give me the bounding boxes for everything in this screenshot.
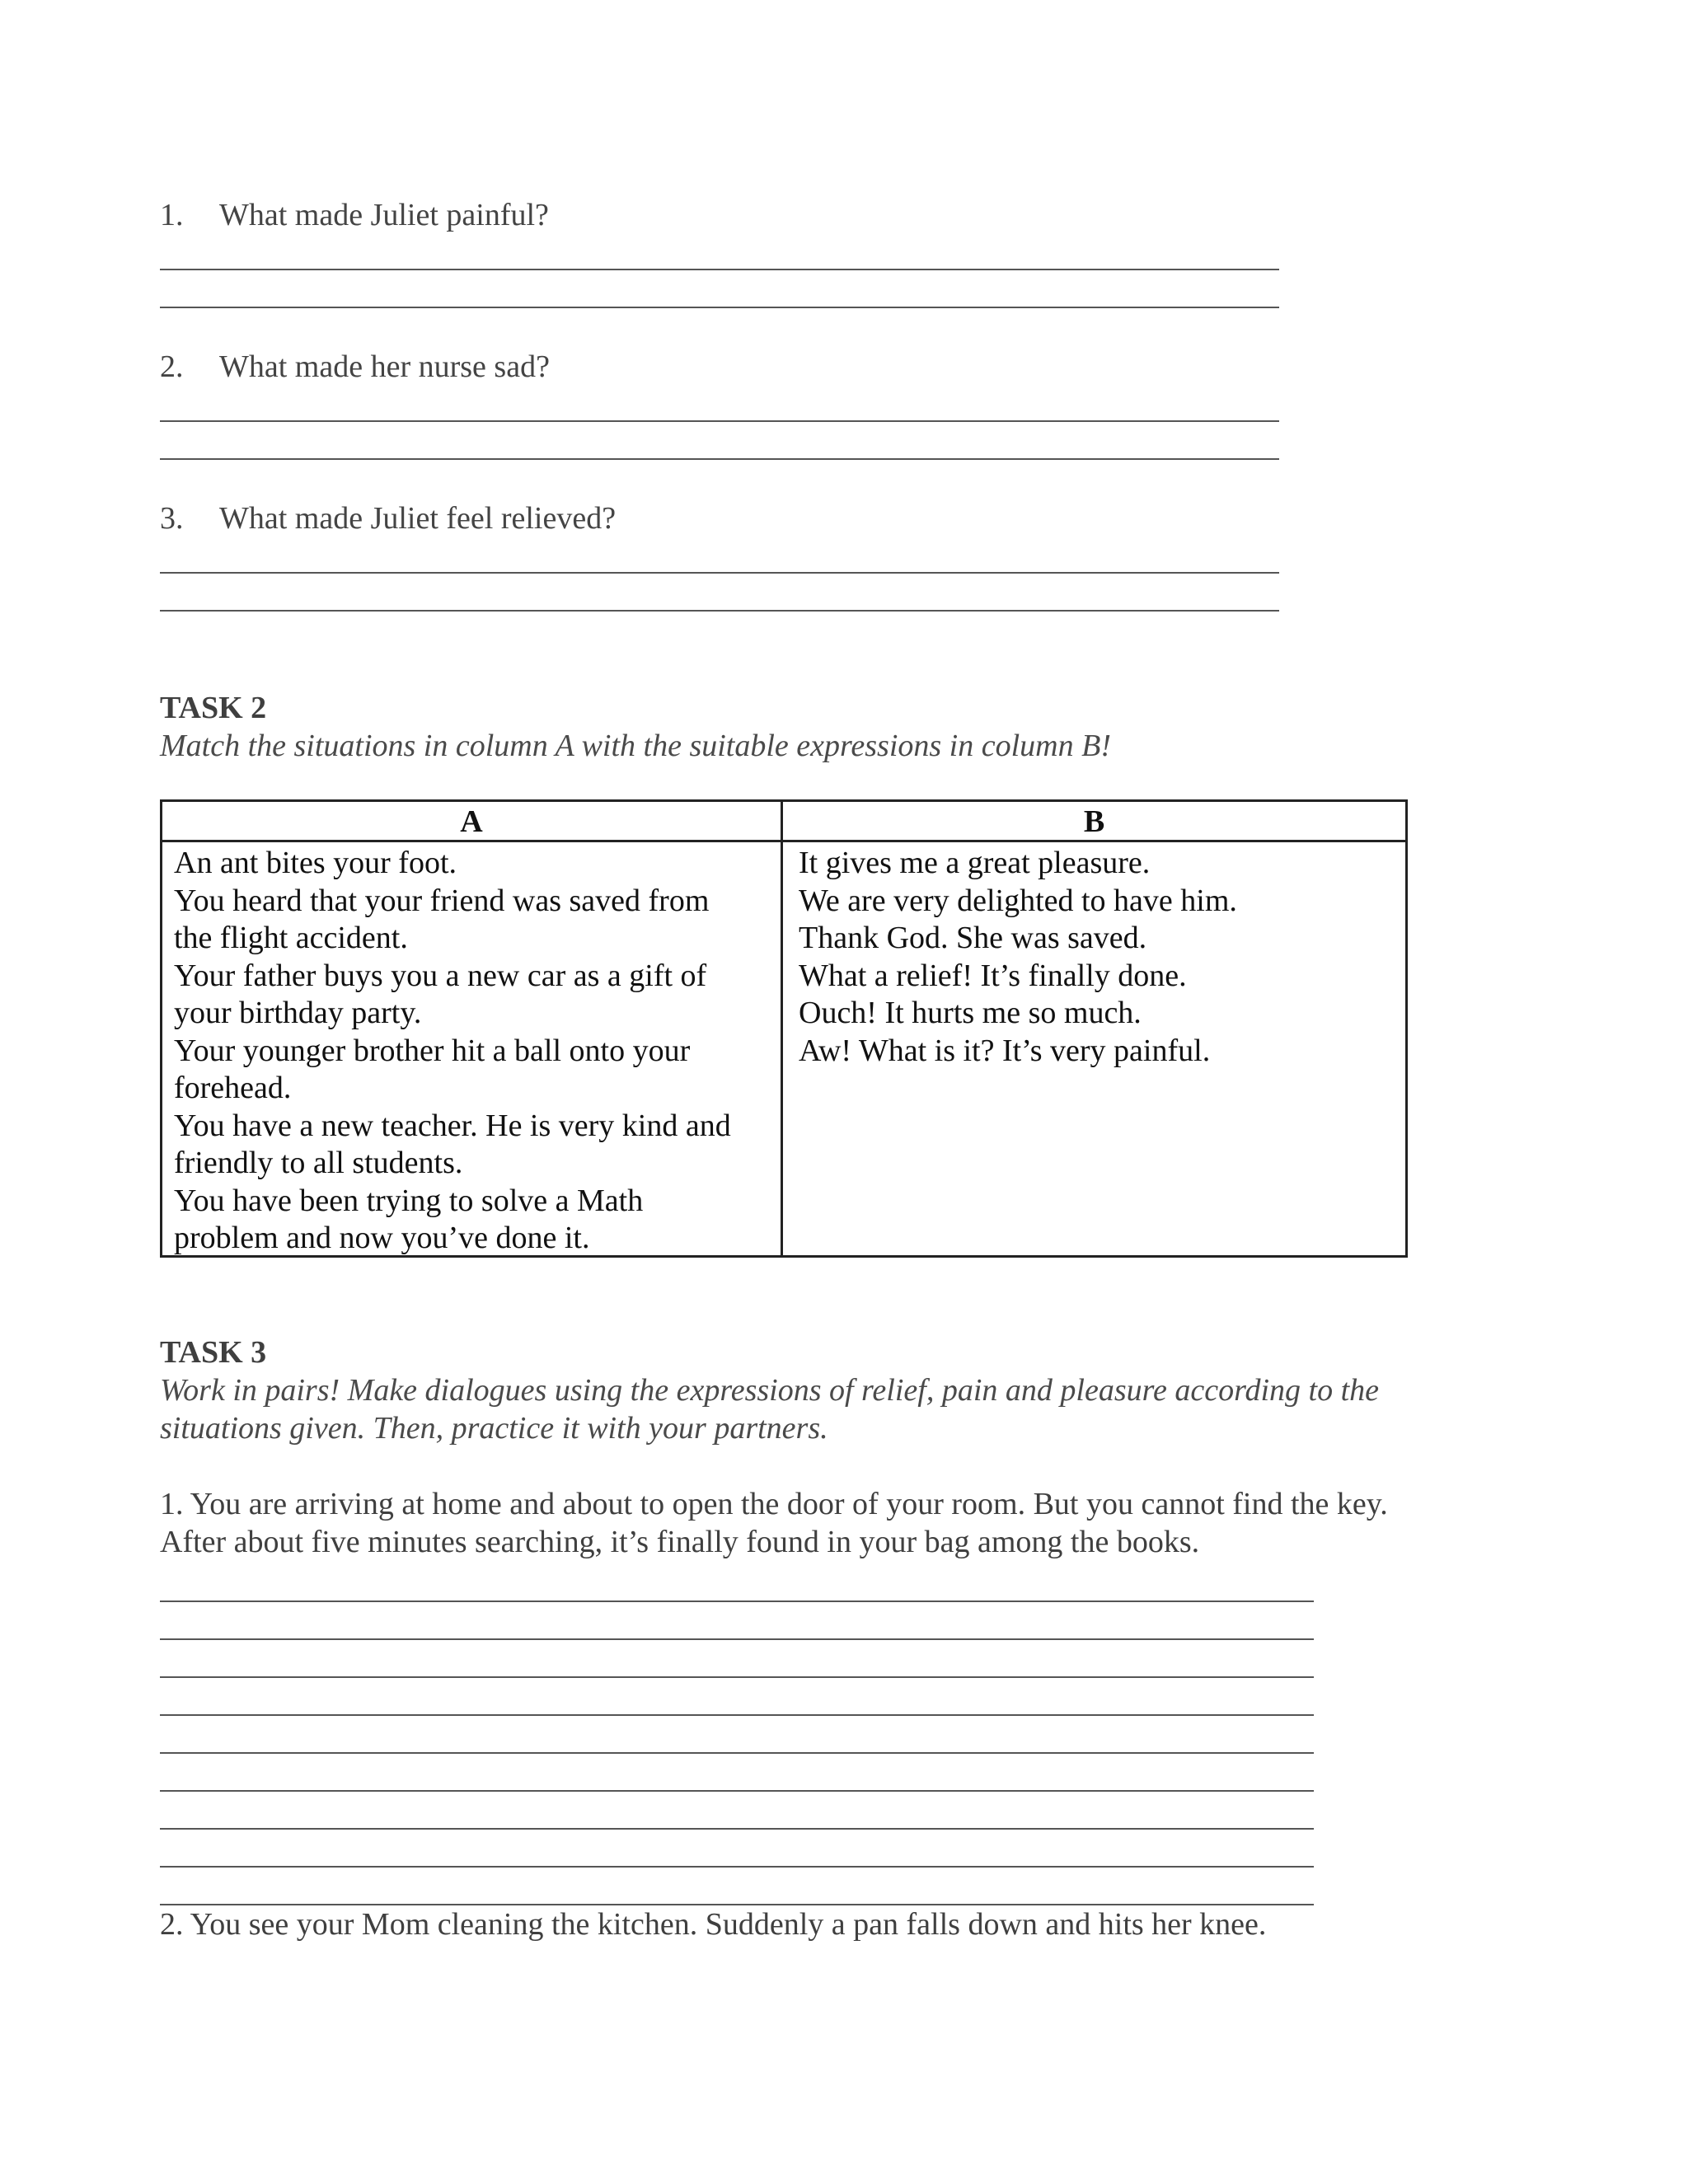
question-number: 2. xyxy=(160,349,184,384)
question-text: What made her nurse sad? xyxy=(219,349,550,384)
header-divider xyxy=(162,840,1405,842)
task2-instruction: Match the situations in column A with the suitable expressions in column B! xyxy=(160,729,1111,763)
task3-heading: TASK 3 xyxy=(160,1335,267,1370)
column-a-line: the flight accident. xyxy=(174,921,408,955)
dialogue-line[interactable] xyxy=(160,1714,1314,1716)
question-number: 1. xyxy=(160,198,184,232)
question-3 xyxy=(160,499,616,537)
column-a-line: problem and now you’ve done it. xyxy=(174,1221,590,1255)
situation-1 xyxy=(160,1485,1388,1561)
task3-instruction xyxy=(160,1371,1379,1447)
column-a-line: You have a new teacher. He is very kind and xyxy=(174,1108,731,1143)
situation-1-line: 1. You are arriving at home and about to open the door of your room. But you cannot find the key. xyxy=(160,1487,1388,1521)
answer-line[interactable] xyxy=(160,307,1279,308)
situation-2: 2. You see your Mom cleaning the kitchen. Suddenly a pan falls down and hits her knee. xyxy=(160,1907,1267,1942)
situation-1-line: After about five minutes searching, it’s finally found in your bag among the books. xyxy=(160,1525,1200,1559)
task3-instruction-line: situations given. Then, practice it with your partners. xyxy=(160,1411,828,1446)
column-divider xyxy=(781,802,783,1255)
column-a-line: forehead. xyxy=(174,1071,292,1105)
dialogue-line[interactable] xyxy=(160,1601,1314,1602)
question-2 xyxy=(160,348,550,386)
column-a-line: You heard that your friend was saved from xyxy=(174,883,710,918)
column-a-line: your birthday party. xyxy=(174,996,422,1030)
column-a-line: Your younger brother hit a ball onto your xyxy=(174,1033,691,1068)
question-number: 3. xyxy=(160,501,184,536)
column-a-line: You have been trying to solve a Math xyxy=(174,1183,644,1218)
answer-line[interactable] xyxy=(160,572,1279,574)
column-a-line: friendly to all students. xyxy=(174,1146,463,1180)
column-b-line: Thank God. She was saved. xyxy=(799,921,1147,955)
question-1 xyxy=(160,196,549,234)
task2-heading: TASK 2 xyxy=(160,691,267,725)
column-b-line: What a relief! It’s finally done. xyxy=(799,958,1187,993)
column-b-header: B xyxy=(1083,804,1105,839)
column-b-line: Ouch! It hurts me so much. xyxy=(799,996,1142,1030)
question-text: What made Juliet feel relieved? xyxy=(219,501,617,536)
dialogue-line[interactable] xyxy=(160,1828,1314,1830)
dialogue-line[interactable] xyxy=(160,1752,1314,1754)
dialogue-line[interactable] xyxy=(160,1676,1314,1678)
answer-line[interactable] xyxy=(160,269,1279,270)
answer-line[interactable] xyxy=(160,420,1279,422)
dialogue-line[interactable] xyxy=(160,1638,1314,1640)
column-a-cell xyxy=(174,845,731,1258)
column-a-line: An ant bites your foot. xyxy=(174,846,457,880)
column-a-header: A xyxy=(460,804,483,839)
matching-table xyxy=(160,799,1408,1258)
column-b-line: It gives me a great pleasure. xyxy=(799,846,1151,880)
column-a-line: Your father buys you a new car as a gift of xyxy=(174,958,707,993)
column-b-cell xyxy=(799,845,1237,1070)
column-b-line: Aw! What is it? It’s very painful. xyxy=(799,1033,1211,1068)
column-b-line: We are very delighted to have him. xyxy=(799,883,1237,918)
question-text: What made Juliet painful? xyxy=(219,198,549,232)
task3-instruction-line: Work in pairs! Make dialogues using the expressions of relief, pain and pleasure according to the xyxy=(160,1373,1379,1408)
answer-line[interactable] xyxy=(160,458,1279,460)
answer-line[interactable] xyxy=(160,610,1279,612)
dialogue-line[interactable] xyxy=(160,1866,1314,1868)
dialogue-line[interactable] xyxy=(160,1790,1314,1792)
